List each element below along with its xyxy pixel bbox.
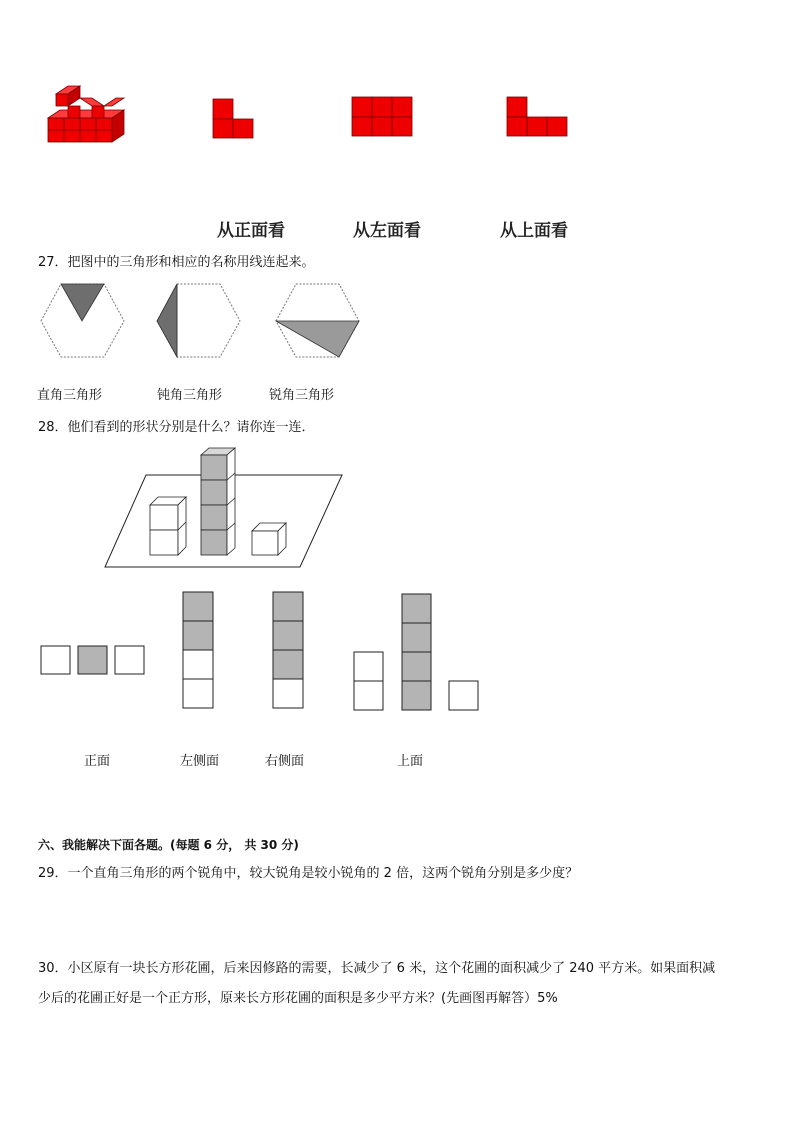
- view-option-front: [40, 645, 146, 677]
- view-label-left: 从左面看: [353, 221, 421, 241]
- question-30-line-2: 少后的花圃正好是一个正方形，原来长方形花圃的面积是多少平方米？(先画图再解答）5%: [38, 991, 558, 1006]
- cube-stacks-on-platform: [104, 447, 346, 571]
- view-label-zhengmian: 正面: [84, 754, 111, 769]
- red-view-figure-1: [212, 98, 256, 140]
- view-label-front: 从正面看: [217, 221, 285, 241]
- view-label-youce: 右侧面: [265, 754, 305, 769]
- red-view-figure-2: [351, 96, 415, 138]
- triangle-label-acute: 锐角三角形: [269, 388, 335, 403]
- red-view-figure-3: [506, 96, 570, 138]
- hexagon-right-triangle: [40, 283, 126, 359]
- question-27-text: 27．把图中的三角形和相应的名称用线连起来。: [38, 255, 315, 270]
- hexagon-obtuse-triangle: [156, 283, 242, 359]
- view-label-zuoce: 左侧面: [180, 754, 220, 769]
- view-option-left-side: [182, 591, 216, 711]
- view-label-top: 从上面看: [500, 221, 568, 241]
- view-option-right-side: [272, 591, 306, 711]
- section-6-title: 六、我能解决下面各题。(每题 6 分， 共 30 分): [38, 838, 299, 852]
- question-29-text: 29．一个直角三角形的两个锐角中，较大锐角是较小锐角的 2 倍，这两个锐角分别是多少度？: [38, 866, 579, 881]
- triangle-label-obtuse: 钝角三角形: [157, 388, 223, 403]
- red-3d-solid-figure: [44, 84, 128, 146]
- triangle-label-right: 直角三角形: [37, 388, 103, 403]
- view-option-top: [353, 592, 481, 714]
- view-label-shangmian: 上面: [397, 754, 424, 769]
- question-28-text: 28．他们看到的形状分别是什么？请你连一连．: [38, 420, 315, 435]
- question-30-line-1: 30．小区原有一块长方形花圃，后来因修路的需要，长减少了 6 米，这个花圃的面积减少了 240 平方米。如果面积减: [38, 961, 716, 976]
- hexagon-acute-triangle: [275, 283, 361, 359]
